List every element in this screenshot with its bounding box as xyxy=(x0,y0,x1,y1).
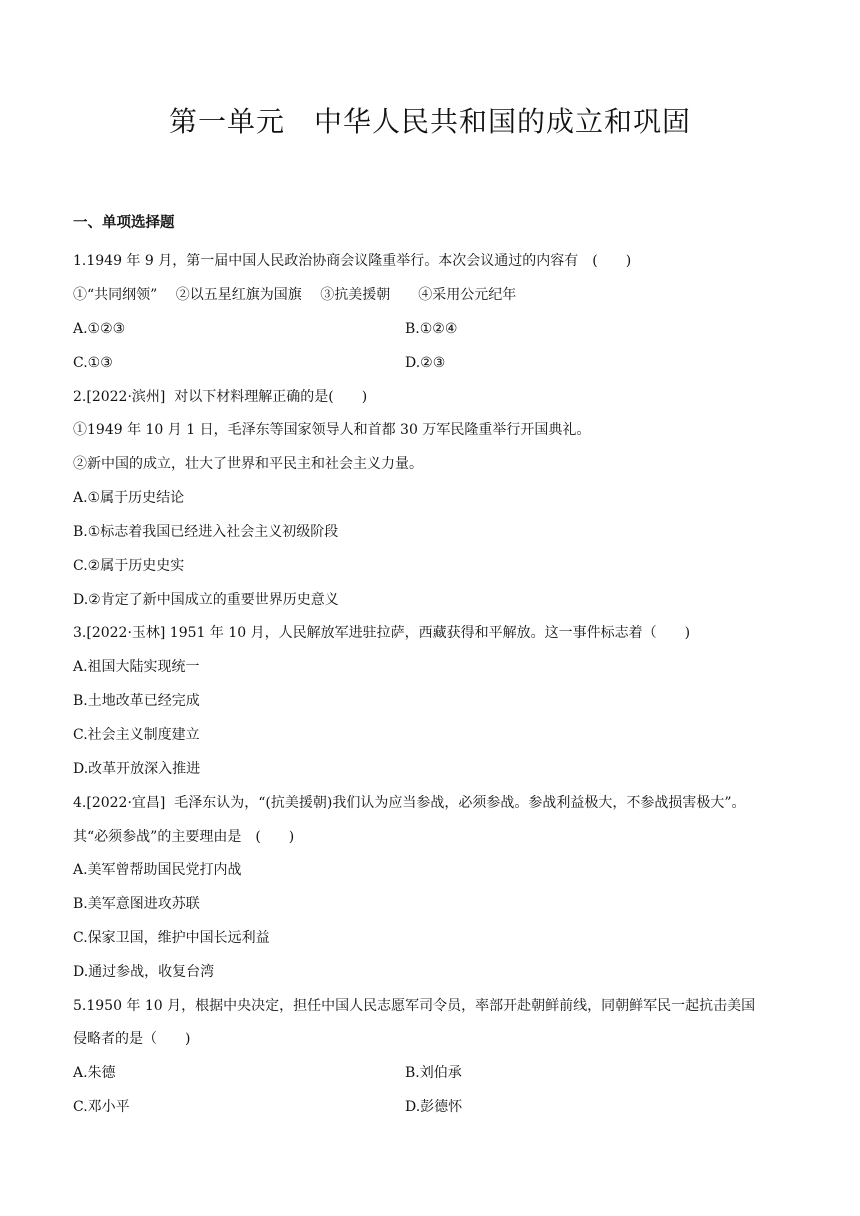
q2-option-b: B.①标志着我国已经进入社会主义初级阶段 xyxy=(73,524,339,540)
q5-option-c: C.邓小平 xyxy=(73,1099,130,1115)
q5-stem-line-1: 5.1950 年 10 月，根据中央决定，担任中国人民志愿军司令员，率部开赴朝鲜前线，同朝鲜军民一起抗击美国 xyxy=(73,998,756,1014)
q1-option-c: C.①③ xyxy=(73,355,113,371)
q1-items: ①“共同纲领” ②以五星红旗为国旗 ③抗美援朝 ④采用公元纪年 xyxy=(73,287,517,303)
q5-option-d: D.彭德怀 xyxy=(405,1099,463,1115)
q5-option-a: A.朱德 xyxy=(73,1065,116,1081)
q1-option-d: D.②③ xyxy=(405,355,446,371)
q1-option-b: B.①②④ xyxy=(405,321,458,337)
q5-stem-line-2: 侵略者的是（ ) xyxy=(73,1031,191,1047)
q2-option-c: C.②属于历史史实 xyxy=(73,558,185,574)
q4-option-a: A.美军曾帮助国民党打内战 xyxy=(73,862,242,878)
page-title: 第一单元 中华人民共和国的成立和巩固 xyxy=(168,105,691,138)
q3-option-b: B.土地改革已经完成 xyxy=(73,693,200,709)
q4-option-c: C.保家卫国，维护中国长远利益 xyxy=(73,930,270,946)
q2-material-1: ①1949 年 10 月 1 日，毛泽东等国家领导人和首都 30 万军民隆重举行开国典礼。 xyxy=(73,422,591,438)
q2-material-2: ②新中国的成立，壮大了世界和平民主和社会主义力量。 xyxy=(73,456,423,472)
q2-option-d: D.②肯定了新中国成立的重要世界历史意义 xyxy=(73,592,339,608)
section-heading: 一、单项选择题 xyxy=(73,215,175,231)
q2-option-a: A.①属于历史结论 xyxy=(73,490,185,506)
q3-option-d: D.改革开放深入推进 xyxy=(73,761,201,777)
q3-option-c: C.社会主义制度建立 xyxy=(73,727,200,743)
q3-stem: 3.[2022·玉林] 1951 年 10 月，人民解放军进驻拉萨，西藏获得和平解放。这一事件标志着（ ) xyxy=(73,625,691,641)
q1-option-a: A.①②③ xyxy=(73,321,126,337)
q4-stem-line-1: 4.[2022·宜昌] 毛泽东认为，“(抗美援朝)我们认为应当参战，必须参战。参战利益极大，不参战损害极大”。 xyxy=(73,795,746,811)
q5-option-b: B.刘伯承 xyxy=(405,1065,462,1081)
q3-option-a: A.祖国大陆实现统一 xyxy=(73,659,200,675)
q1-stem: 1.1949 年 9 月，第一届中国人民政治协商会议隆重举行。本次会议通过的内容有 ( ) xyxy=(73,253,632,269)
q4-option-b: B.美军意图进攻苏联 xyxy=(73,896,200,912)
q4-stem-line-2: 其“必须参战”的主要理由是 ( ) xyxy=(73,829,295,845)
q2-stem: 2.[2022·滨州] 对以下材料理解正确的是( ) xyxy=(73,389,368,405)
q4-option-d: D.通过参战，收复台湾 xyxy=(73,964,215,980)
